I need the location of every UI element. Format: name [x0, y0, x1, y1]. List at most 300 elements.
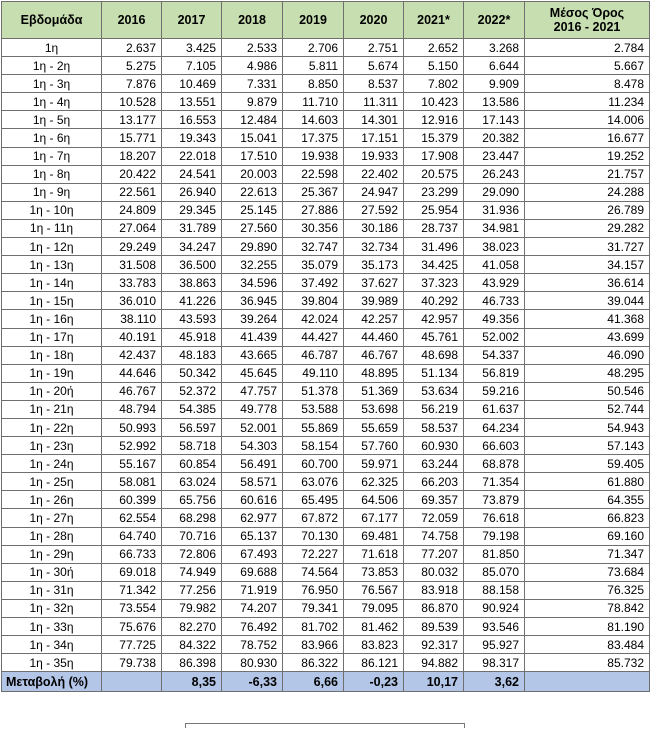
cell-value: 79.198: [464, 527, 525, 545]
cell-value: 62.977: [222, 509, 283, 527]
table-row: [2, 563, 650, 581]
cell-value: 29.282: [525, 219, 650, 237]
cell-value: 83.918: [404, 581, 464, 599]
cell-value: 50.342: [162, 364, 222, 382]
cell-value: 74.758: [404, 527, 464, 545]
cell-value: 36.500: [162, 256, 222, 274]
cell-value: 27.592: [344, 201, 404, 219]
cell-value: 23.447: [464, 147, 525, 165]
cell-value: 27.886: [283, 201, 344, 219]
cell-value: 66.603: [464, 437, 525, 455]
row-week-label: 1η - 17η: [2, 328, 102, 346]
cell-value: 72.059: [404, 509, 464, 527]
cell-value: 62.325: [344, 473, 404, 491]
cell-value: 3.425: [162, 39, 222, 57]
cell-value: 51.134: [404, 364, 464, 382]
cell-value: 77.725: [102, 636, 162, 654]
cell-value: 22.561: [102, 183, 162, 201]
cell-value: 42.024: [283, 310, 344, 328]
cell-value: 52.744: [525, 400, 650, 418]
cell-value: 52.372: [162, 382, 222, 400]
cell-value: 59.216: [464, 382, 525, 400]
cell-value: 65.756: [162, 491, 222, 509]
row-week-label: 1η - 24η: [2, 455, 102, 473]
cell-value: 31.727: [525, 238, 650, 256]
cell-value: 63.076: [283, 473, 344, 491]
table-row: [2, 491, 650, 509]
cell-value: 24.809: [102, 201, 162, 219]
cell-value: 72.227: [283, 545, 344, 563]
cell-value: 16.553: [162, 111, 222, 129]
change-row: [2, 672, 650, 692]
table-row: [2, 455, 650, 473]
cell-value: 9.909: [464, 75, 525, 93]
cell-value: 83.966: [283, 636, 344, 654]
cell-value: 62.554: [102, 509, 162, 527]
cell-value: 81.702: [283, 618, 344, 636]
cell-value: 85.732: [525, 654, 650, 672]
cell-value: 17.510: [222, 147, 283, 165]
row-week-label: 1η - 12η: [2, 238, 102, 256]
cell-value: 36.945: [222, 292, 283, 310]
cell-value: 73.684: [525, 563, 650, 581]
cell-value: 52.992: [102, 437, 162, 455]
cell-value: 38.863: [162, 274, 222, 292]
cell-value: 34.157: [525, 256, 650, 274]
cell-value: 51.378: [283, 382, 344, 400]
cell-value: 20.003: [222, 165, 283, 183]
cell-value: 48.183: [162, 346, 222, 364]
cell-value: 56.219: [404, 400, 464, 418]
cell-value: 37.627: [344, 274, 404, 292]
table-row: [2, 274, 650, 292]
cell-value: 74.564: [283, 563, 344, 581]
table-row: [2, 310, 650, 328]
cell-value: 41.226: [162, 292, 222, 310]
row-week-label: 1η - 8η: [2, 165, 102, 183]
cell-value: 81.190: [525, 618, 650, 636]
cell-value: 22.613: [222, 183, 283, 201]
cell-value: 65.495: [283, 491, 344, 509]
cell-value: 59.405: [525, 455, 650, 473]
cell-value: 49.778: [222, 400, 283, 418]
cell-value: 5.667: [525, 57, 650, 75]
row-week-label: 1η - 33η: [2, 618, 102, 636]
header-col-2: 2017: [162, 2, 222, 39]
row-week-label: 1η - 26η: [2, 491, 102, 509]
cell-value: 20.382: [464, 129, 525, 147]
cell-value: 59.971: [344, 455, 404, 473]
cell-value: 74.949: [162, 563, 222, 581]
cell-value: 17.151: [344, 129, 404, 147]
cell-value: 2.637: [102, 39, 162, 57]
cell-value: 81.850: [464, 545, 525, 563]
cell-value: 11.234: [525, 93, 650, 111]
header-col-8: Μέσος Όρος 2016 - 2021: [525, 2, 650, 39]
cell-value: 92.317: [404, 636, 464, 654]
cell-value: 10.469: [162, 75, 222, 93]
cell-value: 2.533: [222, 39, 283, 57]
table-row: [2, 219, 650, 237]
cell-value: 57.760: [344, 437, 404, 455]
cell-value: 17.908: [404, 147, 464, 165]
table-row: [2, 346, 650, 364]
table-row: [2, 292, 650, 310]
row-week-label: 1η - 25η: [2, 473, 102, 491]
table-row: [2, 39, 650, 57]
header-col-5: 2020: [344, 2, 404, 39]
table-row: [2, 599, 650, 617]
cell-value: 56.491: [222, 455, 283, 473]
cell-value: 65.137: [222, 527, 283, 545]
cell-value: 46.090: [525, 346, 650, 364]
cell-value: 39.804: [283, 292, 344, 310]
cell-value: 78.842: [525, 599, 650, 617]
cell-value: 80.930: [222, 654, 283, 672]
cell-value: 72.806: [162, 545, 222, 563]
cell-value: 53.588: [283, 400, 344, 418]
cell-value: 86.870: [404, 599, 464, 617]
cell-value: 71.347: [525, 545, 650, 563]
cell-value: 58.537: [404, 418, 464, 436]
row-week-label: 1η - 23η: [2, 437, 102, 455]
table-row: [2, 527, 650, 545]
cell-value: 20.422: [102, 165, 162, 183]
cell-value: 13.177: [102, 111, 162, 129]
cell-value: 48.295: [525, 364, 650, 382]
cell-value: 67.177: [344, 509, 404, 527]
cell-value: 53.634: [404, 382, 464, 400]
cell-value: 39.989: [344, 292, 404, 310]
cell-value: 66.823: [525, 509, 650, 527]
cell-value: 7.876: [102, 75, 162, 93]
table-row: [2, 57, 650, 75]
cell-value: 54.385: [162, 400, 222, 418]
cell-value: 19.252: [525, 147, 650, 165]
cell-value: 26.789: [525, 201, 650, 219]
row-week-label: 1η - 31η: [2, 581, 102, 599]
cell-value: 48.794: [102, 400, 162, 418]
cell-value: 69.481: [344, 527, 404, 545]
row-week-label: 1η - 18η: [2, 346, 102, 364]
cell-value: 58.154: [283, 437, 344, 455]
cell-value: 71.342: [102, 581, 162, 599]
cell-value: 20.575: [404, 165, 464, 183]
table-header: [2, 2, 650, 39]
cell-value: 88.158: [464, 581, 525, 599]
cell-value: 70.716: [162, 527, 222, 545]
cell-value: 5.150: [404, 57, 464, 75]
cell-value: 5.275: [102, 57, 162, 75]
cell-value: 76.618: [464, 509, 525, 527]
cell-value: 31.496: [404, 238, 464, 256]
cell-value: 19.343: [162, 129, 222, 147]
cell-value: 77.207: [404, 545, 464, 563]
cell-value: 22.018: [162, 147, 222, 165]
cell-value: 43.665: [222, 346, 283, 364]
cell-value: 69.160: [525, 527, 650, 545]
cell-value: 29.890: [222, 238, 283, 256]
cell-value: 73.554: [102, 599, 162, 617]
cell-value: 67.493: [222, 545, 283, 563]
row-week-label: 1η - 20ή: [2, 382, 102, 400]
cell-value: 47.757: [222, 382, 283, 400]
table-row: [2, 129, 650, 147]
cell-value: 31.936: [464, 201, 525, 219]
cell-value: 74.207: [222, 599, 283, 617]
cell-value: 55.869: [283, 418, 344, 436]
cell-value: 28.737: [404, 219, 464, 237]
cell-value: 11.311: [344, 93, 404, 111]
cell-value: 34.425: [404, 256, 464, 274]
cell-value: 24.541: [162, 165, 222, 183]
cell-value: 30.356: [283, 219, 344, 237]
row-week-label: 1η - 22η: [2, 418, 102, 436]
table-row: [2, 256, 650, 274]
row-week-label: 1η - 35η: [2, 654, 102, 672]
row-week-label: 1η - 3η: [2, 75, 102, 93]
cell-value: 58.571: [222, 473, 283, 491]
cell-value: 85.070: [464, 563, 525, 581]
cell-value: 32.734: [344, 238, 404, 256]
cell-value: 17.143: [464, 111, 525, 129]
table-row: [2, 111, 650, 129]
table-row: [2, 654, 650, 672]
cell-value: 89.539: [404, 618, 464, 636]
table-row: [2, 545, 650, 563]
cell-value: 34.981: [464, 219, 525, 237]
cell-value: 27.560: [222, 219, 283, 237]
row-week-label: 1η - 32η: [2, 599, 102, 617]
cell-value: 42.957: [404, 310, 464, 328]
row-week-label: 1η - 2η: [2, 57, 102, 75]
cell-value: 54.943: [525, 418, 650, 436]
cell-value: 19.933: [344, 147, 404, 165]
header-col-3: 2018: [222, 2, 283, 39]
cell-value: 61.637: [464, 400, 525, 418]
cell-value: 24.288: [525, 183, 650, 201]
cell-value: 86.121: [344, 654, 404, 672]
cell-value: 46.787: [283, 346, 344, 364]
change-value: 6,66: [283, 672, 344, 692]
cell-value: 21.757: [525, 165, 650, 183]
cell-value: 31.508: [102, 256, 162, 274]
cell-value: 64.506: [344, 491, 404, 509]
row-week-label: 1η - 16η: [2, 310, 102, 328]
cell-value: 29.090: [464, 183, 525, 201]
cell-value: 94.882: [404, 654, 464, 672]
cell-value: 49.110: [283, 364, 344, 382]
cell-value: 19.938: [283, 147, 344, 165]
change-value: 10,17: [404, 672, 464, 692]
table-row: [2, 618, 650, 636]
row-week-label: 1η - 27η: [2, 509, 102, 527]
header-col-4: 2019: [283, 2, 344, 39]
cell-value: 60.399: [102, 491, 162, 509]
cell-value: 73.853: [344, 563, 404, 581]
cell-value: 8.850: [283, 75, 344, 93]
cell-value: 14.301: [344, 111, 404, 129]
cell-value: 37.323: [404, 274, 464, 292]
table-row: [2, 473, 650, 491]
table-row: [2, 364, 650, 382]
cell-value: 64.234: [464, 418, 525, 436]
cell-value: 80.032: [404, 563, 464, 581]
cell-value: 73.879: [464, 491, 525, 509]
cell-value: 76.950: [283, 581, 344, 599]
cell-value: 43.593: [162, 310, 222, 328]
cell-value: 71.354: [464, 473, 525, 491]
change-value: -0,23: [344, 672, 404, 692]
cell-value: 70.130: [283, 527, 344, 545]
cell-value: 2.652: [404, 39, 464, 57]
cell-value: 26.243: [464, 165, 525, 183]
cell-value: 86.322: [283, 654, 344, 672]
row-week-label: 1η - 29η: [2, 545, 102, 563]
table-row: [2, 93, 650, 111]
row-week-label: 1η - 11η: [2, 219, 102, 237]
table-row: [2, 636, 650, 654]
cell-value: 54.303: [222, 437, 283, 455]
cell-value: 60.616: [222, 491, 283, 509]
table-row: [2, 382, 650, 400]
cell-value: 52.002: [464, 328, 525, 346]
row-week-label: 1η - 14η: [2, 274, 102, 292]
cell-value: 79.095: [344, 599, 404, 617]
cell-value: 22.402: [344, 165, 404, 183]
cell-value: 83.823: [344, 636, 404, 654]
header-col-7: 2022*: [464, 2, 525, 39]
cell-value: 69.688: [222, 563, 283, 581]
cell-value: 60.854: [162, 455, 222, 473]
cell-value: 71.618: [344, 545, 404, 563]
change-value: 3,62: [464, 672, 525, 692]
cell-value: 2.706: [283, 39, 344, 57]
cell-value: 42.437: [102, 346, 162, 364]
cell-value: 76.492: [222, 618, 283, 636]
cell-value: 46.767: [102, 382, 162, 400]
cell-value: 36.614: [525, 274, 650, 292]
cell-value: 64.740: [102, 527, 162, 545]
row-week-label: 1η - 6η: [2, 129, 102, 147]
header-col-6: 2021*: [404, 2, 464, 39]
header-week: Εβδομάδα: [2, 2, 102, 39]
cell-value: 40.191: [102, 328, 162, 346]
cell-value: 13.586: [464, 93, 525, 111]
cell-value: 26.940: [162, 183, 222, 201]
row-week-label: 1η - 10η: [2, 201, 102, 219]
cell-value: 77.256: [162, 581, 222, 599]
cell-value: 7.105: [162, 57, 222, 75]
row-week-label: 1η - 7η: [2, 147, 102, 165]
cell-value: 29.345: [162, 201, 222, 219]
cell-value: 38.110: [102, 310, 162, 328]
cell-value: 5.674: [344, 57, 404, 75]
cell-value: 44.460: [344, 328, 404, 346]
change-value: 8,35: [162, 672, 222, 692]
cell-value: 8.537: [344, 75, 404, 93]
cell-value: 12.484: [222, 111, 283, 129]
table-row: [2, 201, 650, 219]
cell-value: 10.528: [102, 93, 162, 111]
cell-value: 43.699: [525, 328, 650, 346]
cell-value: 66.203: [404, 473, 464, 491]
cell-value: 57.143: [525, 437, 650, 455]
cell-value: 76.325: [525, 581, 650, 599]
cell-value: 45.645: [222, 364, 283, 382]
cell-value: 79.341: [283, 599, 344, 617]
cell-value: 2.784: [525, 39, 650, 57]
cell-value: 7.802: [404, 75, 464, 93]
table-row: [2, 165, 650, 183]
table-row: [2, 75, 650, 93]
cell-value: 52.001: [222, 418, 283, 436]
cell-value: 48.895: [344, 364, 404, 382]
cell-value: 55.659: [344, 418, 404, 436]
table-row: [2, 418, 650, 436]
cell-value: 33.783: [102, 274, 162, 292]
cell-value: 66.733: [102, 545, 162, 563]
cell-value: 58.081: [102, 473, 162, 491]
cell-value: 34.596: [222, 274, 283, 292]
cell-value: 27.064: [102, 219, 162, 237]
cell-value: 4.986: [222, 57, 283, 75]
cell-value: 3.268: [464, 39, 525, 57]
cell-value: 15.771: [102, 129, 162, 147]
cell-value: 68.298: [162, 509, 222, 527]
cell-value: 23.299: [404, 183, 464, 201]
cell-value: 58.718: [162, 437, 222, 455]
cell-value: 14.603: [283, 111, 344, 129]
cell-value: 51.369: [344, 382, 404, 400]
cell-value: 25.367: [283, 183, 344, 201]
change-value: [525, 672, 650, 692]
cell-value: 63.244: [404, 455, 464, 473]
cell-value: 60.930: [404, 437, 464, 455]
table-body: [2, 39, 650, 672]
cell-value: 55.167: [102, 455, 162, 473]
cell-value: 41.439: [222, 328, 283, 346]
table-row: [2, 238, 650, 256]
cell-value: 5.811: [283, 57, 344, 75]
cell-value: 10.423: [404, 93, 464, 111]
row-week-label: 1η - 21η: [2, 400, 102, 418]
cell-value: 44.646: [102, 364, 162, 382]
cell-value: 7.331: [222, 75, 283, 93]
row-week-label: 1η - 5η: [2, 111, 102, 129]
cell-value: 56.597: [162, 418, 222, 436]
cell-value: 83.484: [525, 636, 650, 654]
cell-value: 90.924: [464, 599, 525, 617]
cell-value: 39.044: [525, 292, 650, 310]
cell-value: 13.551: [162, 93, 222, 111]
row-week-label: 1η - 13η: [2, 256, 102, 274]
table-row: [2, 328, 650, 346]
cell-value: 82.270: [162, 618, 222, 636]
cell-value: 35.079: [283, 256, 344, 274]
cell-value: 11.710: [283, 93, 344, 111]
cell-value: 25.954: [404, 201, 464, 219]
cell-value: 67.872: [283, 509, 344, 527]
bottom-frame-line: [185, 723, 465, 728]
cell-value: 54.337: [464, 346, 525, 364]
cell-value: 45.918: [162, 328, 222, 346]
cell-value: 98.317: [464, 654, 525, 672]
table-row: [2, 400, 650, 418]
cell-value: 37.492: [283, 274, 344, 292]
cell-value: 79.982: [162, 599, 222, 617]
cell-value: 53.698: [344, 400, 404, 418]
